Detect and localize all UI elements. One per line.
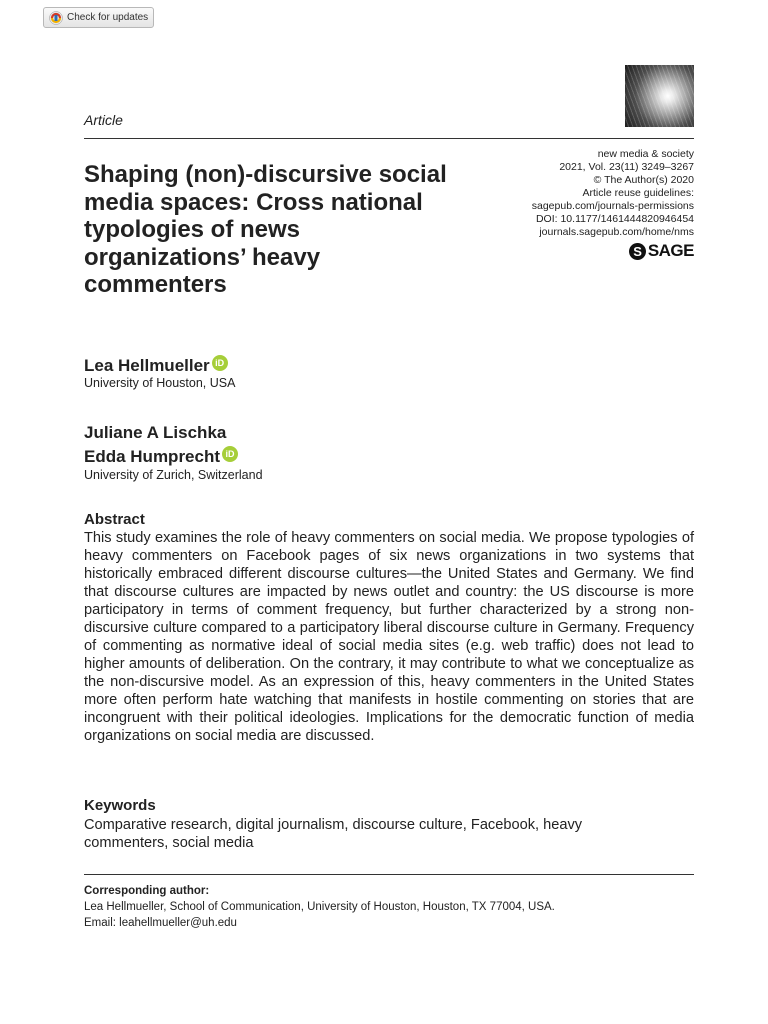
journal-name: new media & society <box>597 148 694 160</box>
journal-home-link[interactable]: journals.sagepub.com/home/nms <box>539 226 694 238</box>
author-affiliation: University of Zurich, Switzerland <box>84 468 263 482</box>
journal-volume: 2021, Vol. 23(11) 3249–3267 <box>559 161 694 173</box>
copyright: © The Author(s) 2020 <box>593 174 694 186</box>
check-for-updates-button[interactable] <box>43 7 154 28</box>
author-name-text: Edda Humprecht <box>84 447 221 466</box>
journal-info <box>532 148 694 239</box>
keywords-heading: Keywords <box>84 797 156 814</box>
orcid-icon[interactable]: iD <box>212 355 228 371</box>
article-type-label: Article <box>84 112 123 128</box>
orcid-icon[interactable]: iD <box>222 446 238 462</box>
sage-logo-text: SAGE <box>647 241 694 260</box>
corresponding-author-address: Lea Hellmueller, School of Communication, University of Houston, Houston, TX 77004, USA. <box>84 901 555 913</box>
abstract-heading: Abstract <box>84 511 145 528</box>
check-updates-label: Check for updates <box>67 12 149 23</box>
corresponding-author-heading: Corresponding author: <box>84 885 210 897</box>
corresponding-author-email[interactable]: Email: leahellmueller@uh.edu <box>84 917 237 929</box>
check-updates-icon <box>49 11 63 25</box>
abstract-text: This study examines the role of heavy commenters on social media. We propose typologies of heavy commenters on Facebook pages of six news organizations in two systems that historically embraced different discourse cultures—the United States and Germany. We find that discourse cultures are impacted by news outlet and country: the US discourse is more participatory in terms of comment frequency, but further characterized by a strong non-discursive culture compared to a participatory liberal discourse culture in Germany. Frequency of commenting as normative ideal of social media sites (e.g. web traffic) does not lead to higher amounts of deliberation. On the contrary, it may contribute to what we conceptualize as the non-discursive model. As an expression of this, heavy commenters in the United States more often perform hate watching that manifests in hostile commenting on stories that are incongruent with their political ideologies. Implications for the democratic function of media organizations on social media are discussed. <box>84 530 694 744</box>
author-affiliation: University of Houston, USA <box>84 376 236 390</box>
doi-link[interactable]: DOI: 10.1177/1461444820946454 <box>535 213 694 225</box>
sage-logo <box>629 241 694 261</box>
author-name-text: Lea Hellmueller <box>84 356 210 375</box>
author-name <box>84 423 226 443</box>
reuse-guidelines-label: Article reuse guidelines: <box>582 187 694 199</box>
author-name <box>84 356 228 376</box>
author-name-text: Juliane A Lischka <box>84 423 227 442</box>
keywords-text: Comparative research, digital journalism, discourse culture, Facebook, heavy commenters, social media <box>84 817 583 851</box>
header-divider <box>84 138 694 139</box>
author-name <box>84 447 238 467</box>
sage-logo-icon: S <box>629 243 646 260</box>
permissions-link[interactable]: sagepub.com/journals-permissions <box>531 200 694 212</box>
footnote-divider <box>84 874 694 875</box>
journal-cover-image <box>625 65 694 127</box>
article-title: Shaping (non)-discursive social media spaces: Cross national typologies of news organizations’ heavy commenters <box>84 161 447 298</box>
